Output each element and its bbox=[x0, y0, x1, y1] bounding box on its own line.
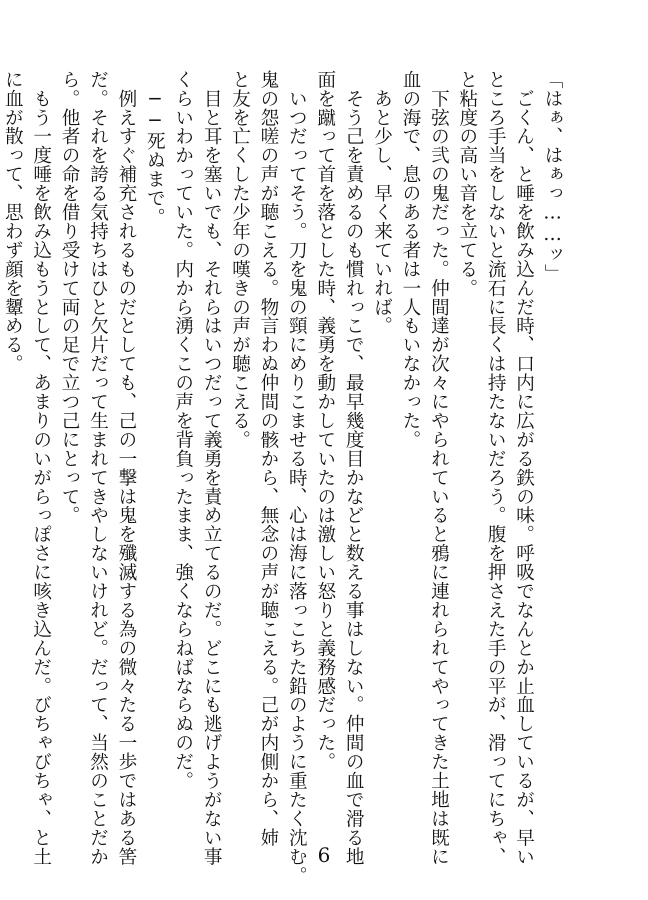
text-line: 血の海で、息のある者は一人もいなかった。 bbox=[399, 70, 421, 449]
text-line: 下弦の弐の鬼だった。仲間達が次々にやられていると鴉に連れられてやってきた土地は既に bbox=[428, 70, 450, 866]
text-line: 「はぁ、はぁっ……ッ」 bbox=[542, 70, 563, 284]
text-line: ら。他者の命を借り受けて両の足で立つ己にとって。 bbox=[59, 70, 81, 525]
text-line: くらいわかっていた。内から湧くこの声を背負ったまま、強くならねばならぬのだ。 bbox=[172, 70, 194, 791]
text-line: いつだってそう。刀を鬼の頸にめりこませる時、心は海に落っこちた鉛のように重たく沈む。 bbox=[286, 70, 308, 885]
text-line: と友を亡くした少年の嘆きの声が聴こえる。 bbox=[229, 70, 251, 449]
text-line: あと少し、早く来ていれば。 bbox=[371, 70, 393, 336]
text-line: もう一度唾を飲み込もうとして、あまりのいがらっぽさに咳き込んだ。びちゃびちゃ、と土 bbox=[30, 70, 52, 866]
text-line: と粘度の高い音を立てる。 bbox=[456, 70, 478, 298]
text-line: そう己を責めるのも慣れっこで、最早幾度目かなどと数える事はしない。仲間の血で滑る地 bbox=[343, 70, 365, 866]
page-number: 6 bbox=[317, 843, 331, 867]
text-line: 鬼の怨嗟の声が聴こえる。物言わぬ仲間の骸から、無念の声が聴こえる。己が内側から、姉 bbox=[257, 70, 279, 847]
text-line: ──死ぬまで。 bbox=[144, 70, 166, 227]
text-line: 例えすぐ補充されるものだとしても、己の一撃は鬼を殲滅する為の微々たる一歩ではある筈 bbox=[115, 70, 137, 866]
text-line: 目と耳を塞いでも、それらはいつだって義勇を責め立てるのだ。どこにも逃げようがない事 bbox=[201, 70, 223, 866]
text-line: ごくん、と唾を飲み込んだ時、口内に広がる鉄の味。呼吸でなんとか止血しているが、早い bbox=[513, 70, 535, 866]
text-line: 面を蹴って首を落とした時、義勇を動かしていたのは激しい怒りと義務感だった。 bbox=[314, 70, 336, 772]
text-line: ところ手当をしないと流石に長くは持たないだろう。腹を押さえた手の平が、滑ってにちゃ、 bbox=[485, 70, 507, 866]
text-line: だ。それを誇る気持ちはひと欠片だって生まれてきやしないけれど。だって、当然のことだか bbox=[87, 70, 109, 866]
vertical-text-block bbox=[2, 70, 566, 885]
text-line: に血が散って、思わず顔を顰める。 bbox=[2, 70, 24, 374]
